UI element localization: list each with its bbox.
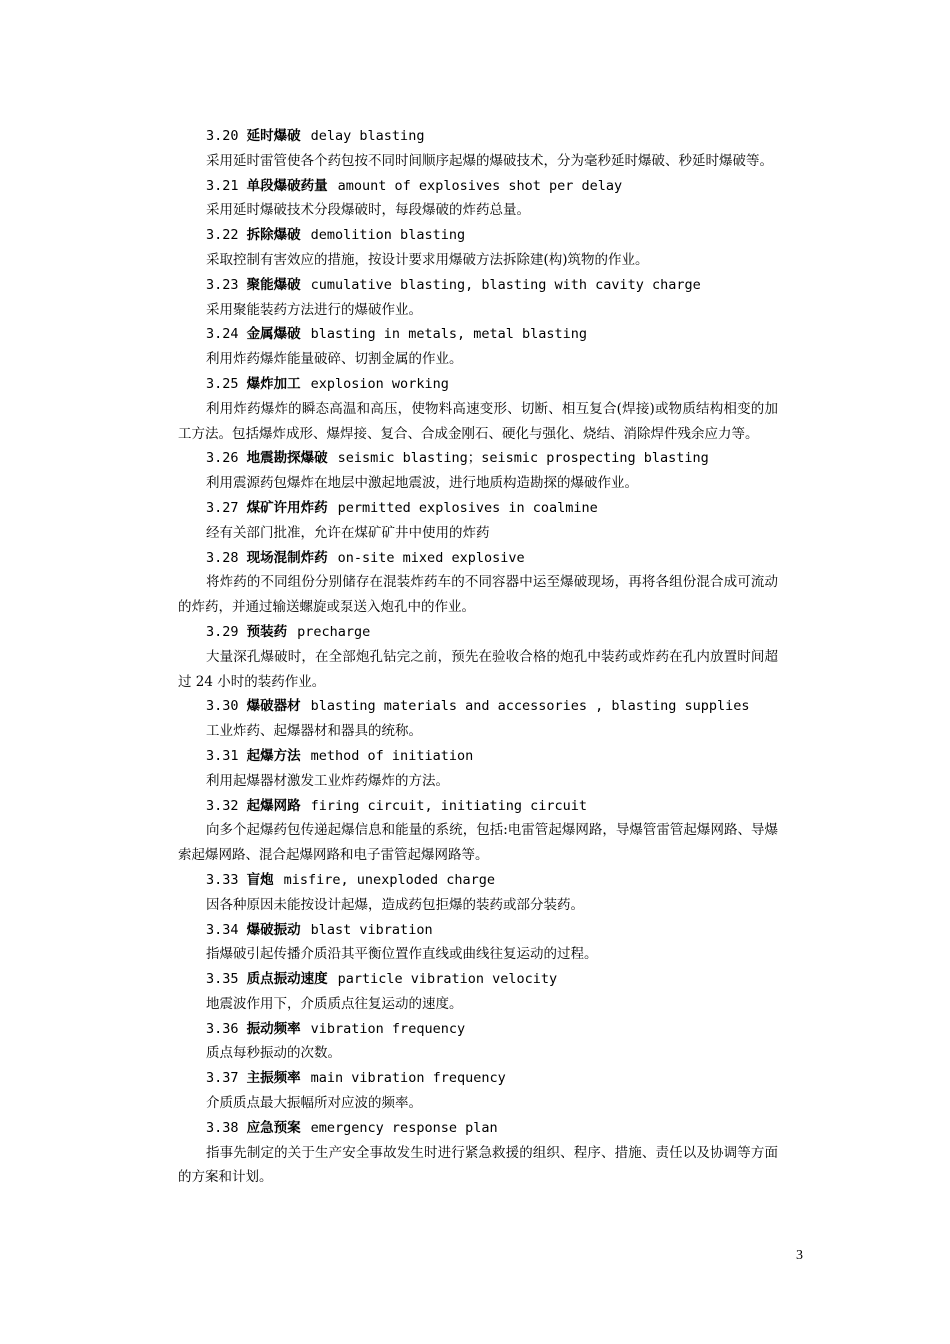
term-definition: 经有关部门批准，允许在煤矿矿井中使用的炸药	[206, 524, 490, 541]
term-number: 3.27	[206, 499, 239, 516]
term-definition: 利用炸药爆炸的瞬态高温和高压，使物料高速变形、切断、相互复合(焊接)或物质结构相变的加工方法。包括爆炸成形、爆焊接、复合、合成金刚石、硬化与强化、烧结、消除焊件残余应力等。	[178, 400, 778, 442]
term-english: particle vibration velocity	[337, 971, 558, 988]
term-heading	[178, 322, 778, 347]
term-english: explosion working	[310, 375, 449, 392]
term-definition: 采用延时雷管使各个药包按不同时间顺序起爆的爆破技术，分为毫秒延时爆破、秒延时爆破等。	[206, 152, 773, 169]
term-heading	[178, 744, 778, 769]
term-entry	[178, 273, 778, 323]
term-heading	[178, 868, 778, 893]
term-chinese: 现场混制炸药	[246, 549, 328, 566]
term-heading	[178, 1017, 778, 1042]
term-heading	[178, 446, 778, 471]
term-heading	[178, 967, 778, 992]
term-chinese: 聚能爆破	[246, 276, 301, 293]
term-chinese: 延时爆破	[246, 128, 301, 144]
term-english: method of initiation	[310, 747, 474, 764]
term-number: 3.24	[206, 326, 239, 343]
term-english: demolition blasting	[310, 227, 466, 244]
term-entry	[178, 322, 778, 372]
term-entry	[178, 372, 778, 446]
term-entry	[178, 620, 778, 694]
term-heading	[178, 794, 778, 819]
term-english: seismic blasting；seismic prospecting blasting	[337, 450, 709, 467]
term-number: 3.33	[206, 871, 239, 888]
term-definition: 质点每秒振动的次数。	[206, 1045, 341, 1062]
page-number: 3	[796, 1248, 803, 1263]
term-heading	[178, 918, 778, 943]
term-entry	[178, 1066, 778, 1116]
term-definition: 指爆破引起传播介质沿其平衡位置作直线或曲线往复运动的过程。	[206, 946, 598, 963]
term-number: 3.32	[206, 797, 239, 814]
term-number: 3.34	[206, 921, 239, 938]
term-entry	[178, 174, 778, 224]
term-chinese: 爆炸加工	[246, 375, 301, 392]
term-chinese: 金属爆破	[246, 326, 301, 343]
term-chinese: 应急预案	[246, 1119, 301, 1136]
term-entry	[178, 794, 778, 868]
term-number: 3.30	[206, 698, 239, 715]
term-chinese: 质点振动速度	[246, 971, 328, 988]
term-definition: 利用震源药包爆炸在地层中激起地震波，进行地质构造勘探的爆破作业。	[206, 475, 638, 492]
term-number: 3.25	[206, 375, 239, 392]
term-english: on-site mixed explosive	[337, 549, 525, 566]
term-definition: 采用聚能装药方法进行的爆破作业。	[206, 301, 422, 318]
term-heading	[178, 174, 778, 199]
term-heading	[178, 273, 778, 298]
term-english: cumulative blasting, blasting with cavity charge	[310, 276, 701, 293]
term-chinese: 爆破器材	[246, 698, 301, 715]
term-heading	[178, 546, 778, 571]
term-entry	[178, 918, 778, 968]
term-entry	[178, 496, 778, 546]
term-entry	[178, 967, 778, 1017]
term-chinese: 拆除爆破	[246, 227, 301, 244]
term-entry	[178, 744, 778, 794]
term-english: main vibration frequency	[310, 1070, 506, 1087]
term-english: precharge	[297, 623, 371, 640]
term-english: misfire, unexploded charge	[283, 871, 495, 888]
term-definition: 工业炸药、起爆器材和器具的统称。	[206, 723, 422, 740]
term-number: 3.31	[206, 747, 239, 764]
term-chinese: 预装药	[246, 623, 288, 640]
term-heading	[178, 124, 778, 149]
term-english: blasting in metals, metal blasting	[310, 326, 587, 343]
term-heading	[178, 1066, 778, 1091]
term-definition: 地震波作用下，介质质点往复运动的速度。	[206, 995, 463, 1012]
term-english: vibration frequency	[310, 1020, 466, 1037]
term-english: permitted explosives in coalmine	[337, 499, 598, 516]
term-entry	[178, 1116, 778, 1190]
term-number: 3.21	[206, 177, 239, 194]
term-number: 3.28	[206, 549, 239, 566]
term-heading	[178, 496, 778, 521]
term-number: 3.23	[206, 276, 239, 293]
term-heading	[178, 620, 778, 645]
term-chinese: 主振频率	[246, 1070, 301, 1087]
term-number: 3.37	[206, 1070, 239, 1087]
term-definition: 采用延时爆破技术分段爆破时，每段爆破的炸药总量。	[206, 202, 530, 219]
term-english: blasting materials and accessories , blasting supplies	[310, 698, 750, 715]
term-entry	[178, 868, 778, 918]
term-number: 3.20	[206, 128, 239, 144]
term-number: 3.29	[206, 623, 239, 640]
term-english: emergency response plan	[310, 1119, 498, 1136]
term-english: firing circuit, initiating circuit	[310, 797, 587, 814]
term-number: 3.22	[206, 227, 239, 244]
term-definition: 大量深孔爆破时，在全部炮孔钻完之前，预先在验收合格的炮孔中装药或炸药在孔内放置时间超过 24 小时的装药作业。	[178, 648, 778, 690]
term-number: 3.38	[206, 1119, 239, 1136]
term-chinese: 煤矿许用炸药	[246, 499, 328, 516]
term-definition: 利用起爆器材激发工业炸药爆炸的方法。	[206, 772, 449, 789]
term-entry	[178, 223, 778, 273]
term-chinese: 振动频率	[246, 1020, 301, 1037]
term-definition: 向多个起爆药包传递起爆信息和能量的系统，包括:电雷管起爆网路，导爆管雷管起爆网路、导爆索起爆网路、混合起爆网路和电子雷管起爆网路等。	[178, 822, 778, 864]
term-english: amount of explosives shot per delay	[337, 177, 623, 194]
term-chinese: 单段爆破药量	[246, 177, 328, 194]
term-english: delay blasting	[310, 128, 425, 144]
term-heading	[178, 1116, 778, 1141]
term-entry	[178, 694, 778, 744]
term-definition: 采取控制有害效应的措施，按设计要求用爆破方法拆除建(构)筑物的作业。	[206, 251, 649, 268]
term-chinese: 起爆网路	[246, 797, 301, 814]
term-heading	[178, 694, 778, 719]
term-entry	[178, 546, 778, 620]
term-definition: 指事先制定的关于生产安全事故发生时进行紧急救援的组织、程序、措施、责任以及协调等方面的方案和计划。	[178, 1144, 778, 1186]
term-number: 3.35	[206, 971, 239, 988]
term-definition: 利用炸药爆炸能量破碎、切割金属的作业。	[206, 351, 463, 368]
term-entry	[178, 446, 778, 496]
term-entry	[178, 124, 778, 174]
term-chinese: 起爆方法	[246, 747, 301, 764]
term-chinese: 爆破振动	[246, 921, 301, 938]
term-chinese: 盲炮	[246, 871, 274, 888]
term-number: 3.36	[206, 1020, 239, 1037]
term-definition: 介质质点最大振幅所对应波的频率。	[206, 1095, 422, 1112]
term-english: blast vibration	[310, 921, 433, 938]
term-heading	[178, 223, 778, 248]
term-heading	[178, 372, 778, 397]
term-list	[178, 124, 778, 1190]
term-number: 3.26	[206, 450, 239, 467]
term-chinese: 地震勘探爆破	[246, 450, 328, 467]
term-definition: 因各种原因未能按设计起爆，造成药包拒爆的装药或部分装药。	[206, 896, 584, 913]
term-entry	[178, 1017, 778, 1067]
term-definition: 将炸药的不同组份分别储存在混装炸药车的不同容器中运至爆破现场，再将各组份混合成可流动的炸药，并通过输送螺旋或泵送入炮孔中的作业。	[178, 574, 778, 616]
